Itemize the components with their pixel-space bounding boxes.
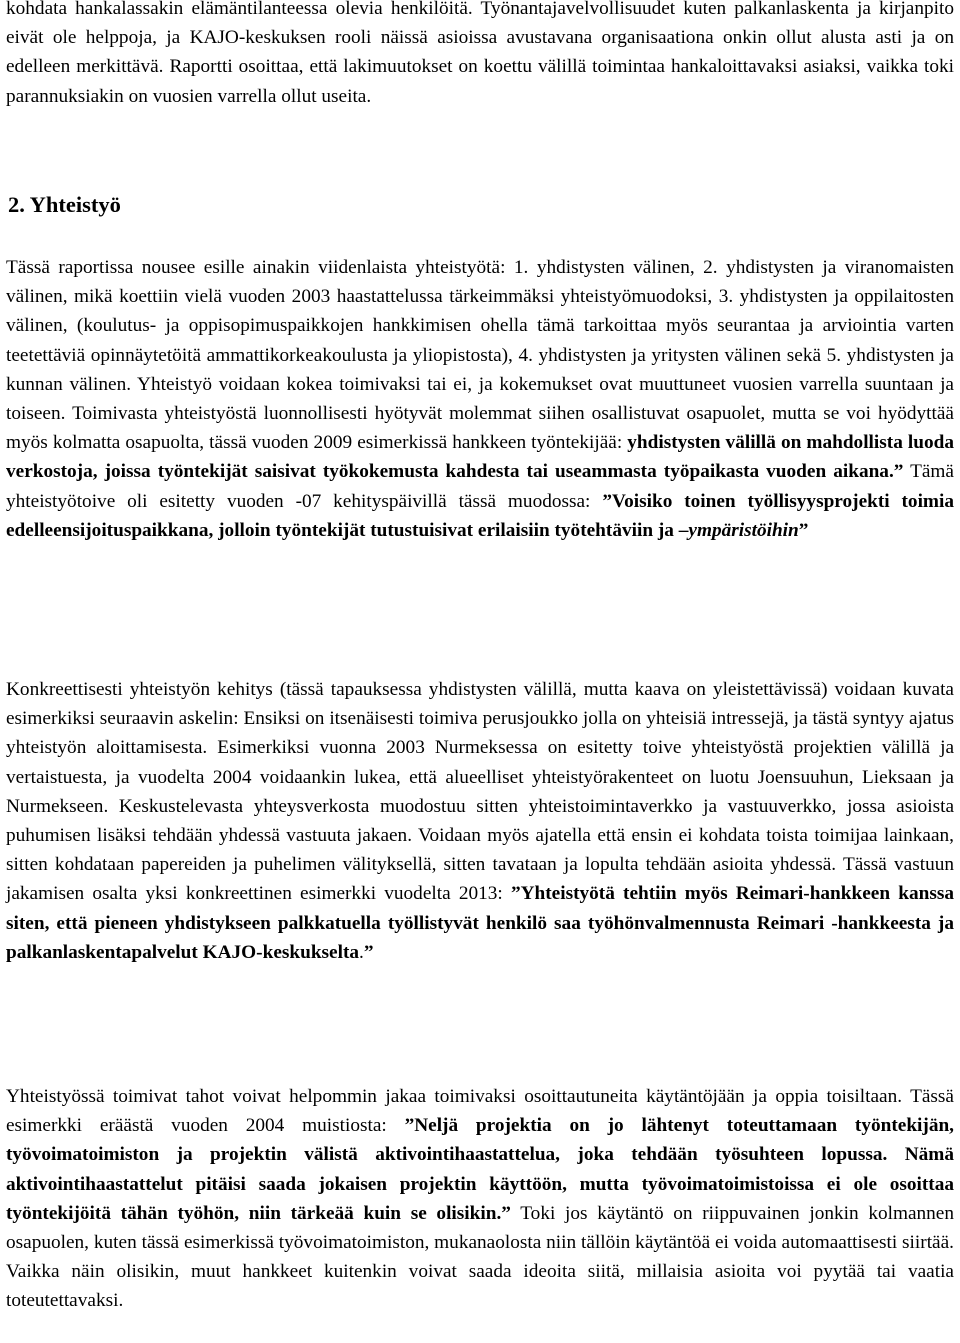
paragraph-cooperation (6, 253, 954, 545)
quote-mark: ” (893, 461, 904, 483)
paragraph-practices-text-2: Toki jos käytäntö on riippuvainen jonkin kolmannen osapuolen, kuten tässä esimerkissä työvoimatoimiston, mukanaolosta niin tällöin käytäntöä ei voida automaattisesti siirtää. Vaikka näin olisikin, muut hankkeet kuitenkin voivat saada ideoita siitä, millaisia asioita voi pyytää tai vaatia toteutettavaksi. (6, 1202, 954, 1312)
paragraph-development-text: Konkreettisesti yhteistyön kehitys (tässä tapauksessa yhdistysten välillä, mutta kaava on yleistettävissä) voidaan kuvata esimerkiksi seuraavin askelin: Ensiksi on itsenäisesti toimiva perusjoukko jolla on yhteisiä intressejä, ja tästä syntyy ajatus yhteistyön aloittamisesta. Esimerkiksi vuonna 2003 Nurmeksessa on esitetty toive yhteistyöstä projektien välillä ja vertaistuesta, ja vuodelta 2004 voidaankin lukea, että alueelliset yhteistyörakenteet on luotu Joensuuhun, Lieksaan ja Nurmekseen. Keskustelevasta yhteysverkosta muodostuu sitten yhteistoimintaverkko ja vastuuverkko, jossa asioista puhumisen lisäksi tehdään yhdessä vastuuta jakaen. Voidaan myös ajatella että ensin ei kohdata toista toimijaa lainkaan, sitten kohdataan papereiden ja puhelimen välityksellä, sitten tavataan ja lopulta tehdään asioita yhdessä. Tässä vastuun jakamisen osalta yksi konkreettinen esimerkki vuodelta 2013: (6, 679, 954, 905)
quote-2004: Neljä projektia on jo lähtenyt toteuttamaan työntekijän, työvoimatoimiston ja projektin välistä aktivointihaastattelua, joka tehdään työsuhteen lopussa. Nämä aktivointihaastattelut pitäisi saada jokaisen projektin käyttöön, mutta työvoimatoimistoissa ei ole osoittaa työntekijöitä tähän työhön, niin tärkeää kuin se olisikin. (6, 1115, 955, 1224)
quote-mark: ” (363, 941, 374, 963)
quote-2007-italic: ympäristöihin (688, 519, 799, 541)
paragraph-development-end: . (359, 941, 364, 963)
paragraph-cooperation-text-2: Tämä yhteistyötoive oli esitetty vuoden -07 kehityspäivillä tässä muodossa: (6, 461, 954, 512)
quote-mark: ” (404, 1115, 415, 1137)
quote-2007: Voisiko toinen työllisyysprojekti toimia edelleensijoituspaikkana, jolloin työntekijät tutustuisivat erilaisiin työtehtäviin ja – (6, 490, 954, 541)
quote-mark: ” (510, 883, 521, 905)
paragraph-practices (6, 1082, 954, 1316)
paragraph-practices-block (6, 1082, 954, 1316)
paragraph-practices-text: Yhteistyössä toimivat tahot voivat helpommin jakaa toimivaksi osoittautuneita käytäntöjään ja oppia toisiltaan. Tässä esimerkki eräästä vuoden 2004 muistiosta: (6, 1086, 954, 1137)
section-heading: 2. Yhteistyö (8, 192, 121, 217)
quote-mark: ” (798, 519, 809, 541)
quote-mark: ” (602, 490, 612, 512)
paragraph-cooperation-block (6, 253, 954, 545)
quote-2009: yhdistysten välillä on mahdollista luoda verkostoja, joissa työntekijät saisivat työkokemusta kahdesta tai useammasta työpaikasta vuoden aikana. (6, 432, 954, 483)
paragraph-intro-block (6, 0, 954, 111)
paragraph-development-block (6, 675, 954, 967)
quote-mark: ” (501, 1202, 511, 1224)
quote-2013: Yhteistyötä tehtiin myös Reimari-hankkeen kanssa siten, että pieneen yhdistykseen palkkatuella työllistyvät henkilö saa työhönvalmennusta Reimari -hankkeesta ja palkanlaskentapalvelut KAJO-keskukselta (6, 883, 954, 963)
paragraph-cooperation-text: Tässä raportissa nousee esille ainakin viidenlaista yhteistyötä: 1. yhdistysten välinen, 2. yhdistysten ja viranomaisten välinen, mikä koettiin vielä vuoden 2003 haastattelussa tärkeimmäksi yhteistyömuodoksi, 3. yhdistysten ja oppilaitosten välinen, (koulutus- ja oppisopimuspaikkojen hankkimisen ohella tämä tarkoittaa myös seurantaa ja arviointia varten teetettäviä opinnäytetöitä ammattikorkeakoulusta ja yliopistosta), 4. yhdistysten ja yritysten välinen sekä 5. yhdistysten ja kunnan välinen. Yhteistyö voidaan kokea toimivaksi tai ei, ja kokemukset ovat muuttuneet vuosien varrella suuntaan ja toiseen. Toimivasta yhteistyöstä luonnollisesti hyötyvät molemmat siihen osallistuvat osapuolet, mutta se voi hyödyttää myös kolmatta osapuolta, tässä vuoden 2009 esimerkissä hankkeen työntekijää: (6, 257, 954, 454)
paragraph-intro: kohdata hankalassakin elämäntilanteessa olevia henkilöitä. Työnantajavelvollisuudet kuten palkanlaskenta ja kirjanpito eivät ole helppoja, ja KAJO-keskuksen rooli näissä asioissa avustavana organisaationa onkin ollut alusta asti ja on edelleen merkittävä. Raportti osoittaa, että lakimuutokset on koettu välillä toimintaa hankaloittavaksi asiaksi, vaikka toki parannuksiakin on vuosien varrella ollut useita. (6, 0, 954, 107)
paragraph-development (6, 675, 954, 967)
